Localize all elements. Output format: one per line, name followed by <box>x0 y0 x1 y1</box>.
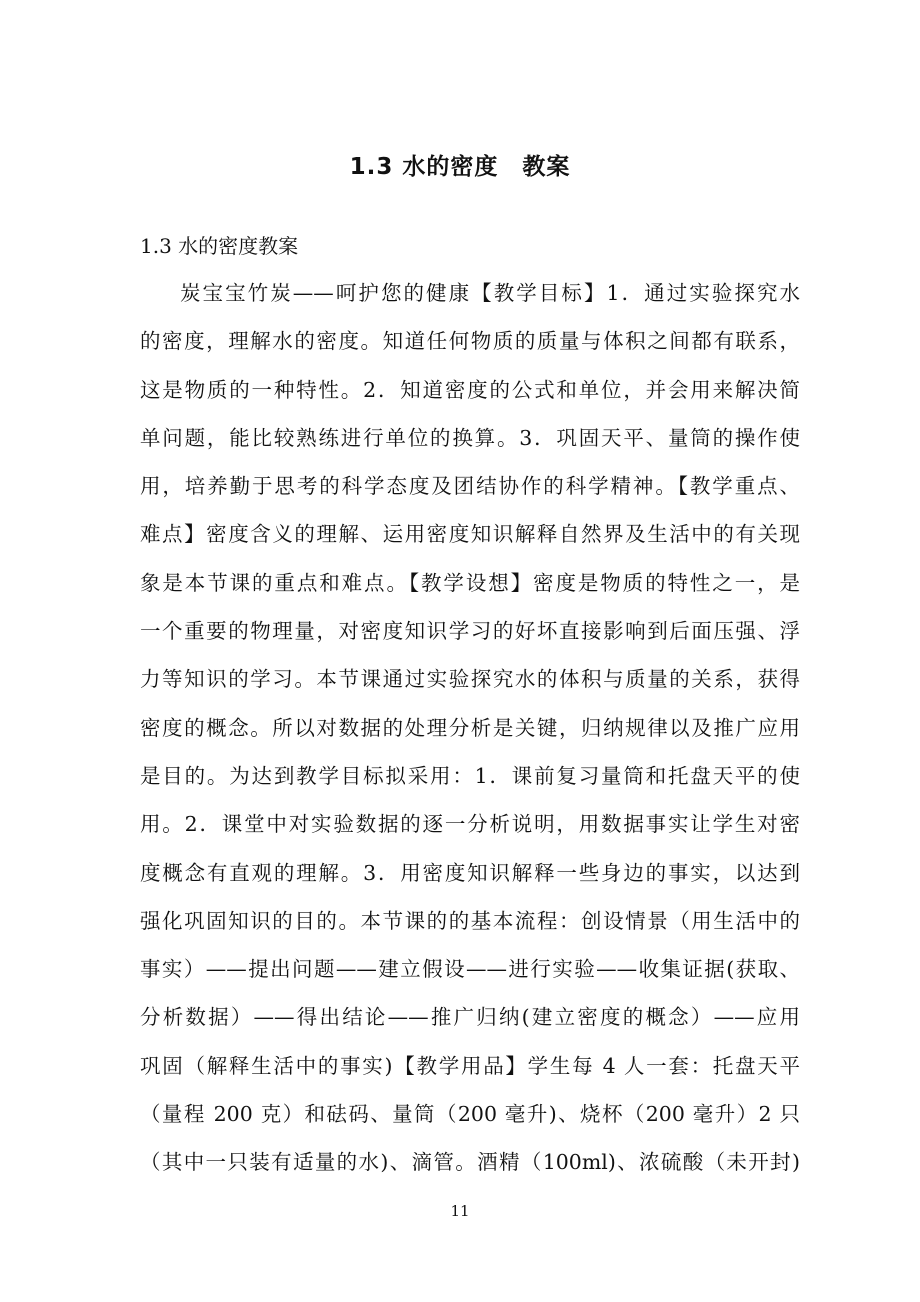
body-line: 度概念有直观的理解。3．用密度知识解释一些身边的事实，以达到 <box>140 860 800 885</box>
body-line: 单问题，能比较熟练进行单位的换算。3．巩固天平、量筒的操作使 <box>140 425 800 450</box>
section-heading: 1.3 水的密度教案 <box>140 234 299 258</box>
body-line: 炭宝宝竹炭——呵护您的健康【教学目标】1．通过实验探究水 <box>180 281 800 305</box>
body-line: （其中一只装有适量的水)、滴管。酒精（100ml)、浓硫酸（未开封) <box>140 1150 800 1175</box>
body-line: 是目的。为达到教学目标拟采用：1．课前复习量筒和托盘天平的使 <box>140 763 800 788</box>
body-line: 密度的概念。所以对数据的处理分析是关键，归纳规律以及推广应用 <box>140 715 800 740</box>
body-line: 强化巩固知识的目的。本节课的的基本流程：创设情景（用生活中的 <box>140 908 800 933</box>
body-line: 用。2．课堂中对实验数据的逐一分析说明，用数据事实让学生对密 <box>140 812 800 837</box>
page-number: 11 <box>450 1202 470 1220</box>
body-line: 一个重要的物理量，对密度知识学习的好坏直接影响到后面压强、浮 <box>140 619 800 644</box>
body-line: 事实）——提出问题——建立假设——进行实验——收集证据(获取、 <box>140 957 800 982</box>
body-line: （量程 200 克）和砝码、量筒（200 毫升)、烧杯（200 毫升）2 只 <box>140 1102 800 1127</box>
body-line: 力等知识的学习。本节课通过实验探究水的体积与质量的关系，获得 <box>140 667 800 692</box>
body-line: 难点】密度含义的理解、运用密度知识解释自然界及生活中的有关现 <box>140 522 800 547</box>
body-line: 象是本节课的重点和难点。【教学设想】密度是物质的特性之一，是 <box>140 570 800 595</box>
body-line: 巩固（解释生活中的事实)【教学用品】学生每 4 人一套：托盘天平 <box>140 1053 800 1078</box>
body-line: 分析数据）——得出结论——推广归纳(建立密度的概念）——应用 <box>140 1005 800 1030</box>
document-title: 1.3 水的密度 教案 <box>349 154 571 180</box>
body-line: 这是物质的一种特性。2．知道密度的公式和单位，并会用来解决简 <box>140 377 800 402</box>
body-line: 的密度，理解水的密度。知道任何物质的质量与体积之间都有联系， <box>140 329 800 354</box>
body-text <box>140 278 800 1196</box>
body-line: 用，培养勤于思考的科学态度及团结协作的科学精神。【教学重点、 <box>140 474 800 499</box>
